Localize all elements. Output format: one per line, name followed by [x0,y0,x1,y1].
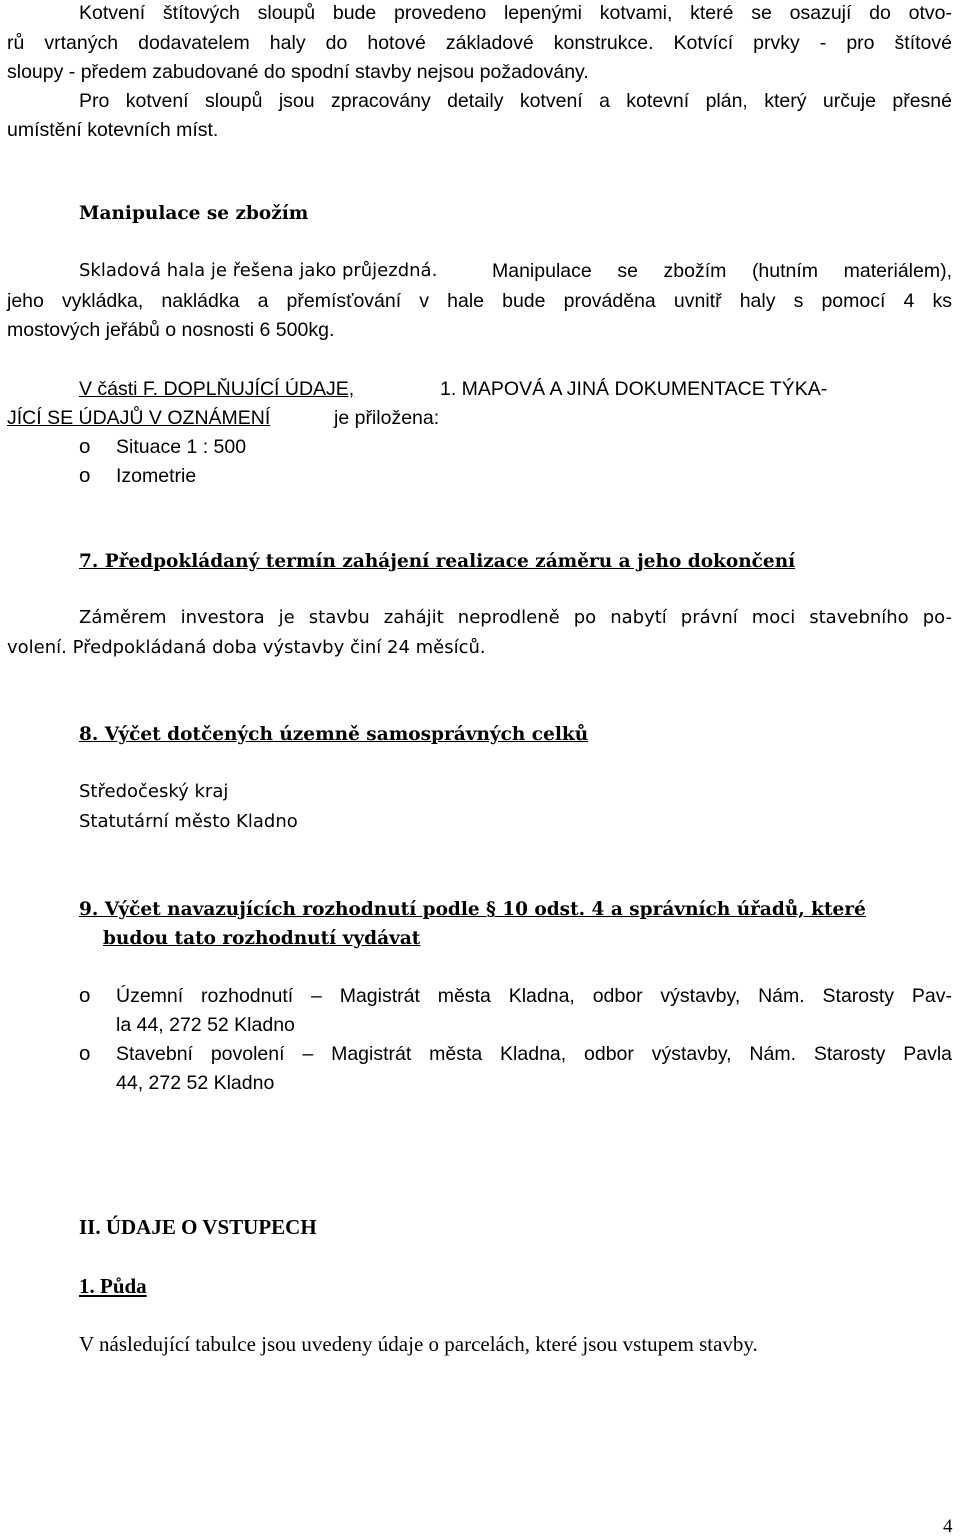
section-7-line-2: volení. Předpokládaná doba výstavby činí 24 měsíců. [7,637,486,658]
bullet-marker: o [79,984,91,1007]
priloha-line-1b: 1. MAPOVÁ A JINÁ DOKUMENTACE TÝKA- [440,378,828,400]
manipulace-line-3: mostových jeřábů o nosnosti 6 500kg. [7,319,335,341]
section-7-heading: 7. Předpokládaný termín zahájení realizace záměru a jeho dokončení [79,551,796,572]
intro-line-1: Kotvení štítových sloupů bude provedeno lepenými kotvami, které se osazují do otvo- [79,2,952,24]
priloha-line-2a: JÍCÍ SE ÚDAJŮ V OZNÁMENÍ [7,407,271,429]
section-8-heading: 8. Výčet dotčených územně samosprávných celků [79,724,589,745]
bullet-marker: o [79,1042,91,1065]
part-ii-text: V následující tabulce jsou uvedeny údaje o parcelách, které jsou vstupem stavby. [79,1332,758,1356]
intro-line-4: Pro kotvení sloupů jsou zpracovány detaily kotvení a kotevní plán, který určuje přesné [79,90,952,112]
bullet-marker: o [79,464,91,487]
manipulace-heading: Manipulace se zbožím [79,203,309,224]
section-7-line-1: Záměrem investora je stavbu zahájit neprodleně po nabytí právní moci stavebního po- [79,607,952,628]
part-ii-subheading: 1. Půda [79,1274,147,1298]
section-8-item-1: Středočeský kraj [79,781,229,802]
manipulace-line-1a: Skladová hala je řešena jako průjezdná. [79,260,438,281]
priloha-item-2: Izometrie [116,465,197,487]
page-number: 4 [943,1516,953,1537]
section-9-item-1-line-2: la 44, 272 52 Kladno [116,1014,295,1036]
manipulace-line-1b: Manipulace se zbožím (hutním materiálem), [492,260,952,282]
manipulace-line-2: jeho vykládka, nakládka a přemísťování v hale bude prováděna uvnitř haly s pomocí 4 ks [7,290,952,312]
section-9-heading-1: 9. Výčet navazujících rozhodnutí podle § 10 odst. 4 a správních úřadů, které [79,899,866,920]
priloha-line-1a: V části F. DOPLŇUJÍCÍ ÚDAJE, [79,378,355,400]
intro-line-2: rů vrtaných dodavatelem haly do hotové základové konstrukce. Kotvící prvky - pro štítové [7,32,952,54]
section-9-heading-2: budou tato rozhodnutí vydávat [103,928,421,949]
section-9-item-1-line-1: Územní rozhodnutí – Magistrát města Kladna, odbor výstavby, Nám. Starosty Pav- [116,985,952,1007]
section-9-item-2-line-1: Stavební povolení – Magistrát města Kladna, odbor výstavby, Nám. Starosty Pavla [116,1043,952,1065]
part-ii-heading: II. ÚDAJE O VSTUPECH [79,1215,317,1239]
priloha-line-2b: je přiložena: [334,407,440,429]
priloha-item-1: Situace 1 : 500 [116,436,247,458]
section-8-item-2: Statutární město Kladno [79,811,298,832]
section-9-item-2-line-2: 44, 272 52 Kladno [116,1072,275,1094]
bullet-marker: o [79,435,91,458]
intro-line-5: umístění kotevních míst. [7,119,219,141]
intro-line-3: sloupy - předem zabudované do spodní stavby nejsou požadovány. [7,61,589,83]
